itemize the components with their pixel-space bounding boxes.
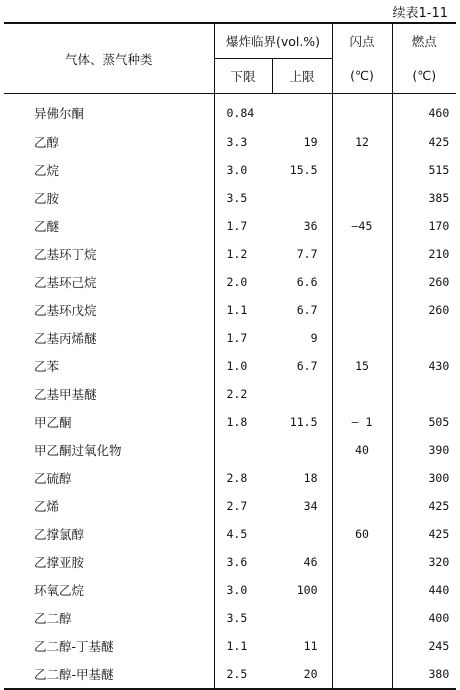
lower-limit: 4.5 [214, 520, 272, 548]
header-flash-point: 闪点 [332, 23, 392, 59]
substance-name: 乙硫醇 [34, 471, 72, 486]
upper-limit: 7.7 [296, 247, 318, 261]
substance-name: 乙撑氯醇 [34, 527, 85, 542]
upper-limit: 6.7 [296, 303, 318, 317]
substance-name: 乙基环己烷 [34, 275, 97, 290]
flash-point: 12 [332, 128, 392, 156]
ignition-point: 460 [392, 94, 456, 129]
upper-limit: 36 [303, 219, 318, 233]
ignition-point: 430 [392, 352, 456, 380]
flash-point [332, 94, 392, 129]
table-row [4, 548, 456, 576]
ignition-point: 320 [392, 548, 456, 576]
header-ignition: 燃点 [392, 23, 456, 59]
ignition-point: 260 [392, 268, 456, 296]
table-row [4, 240, 456, 268]
lower-limit: 2.0 [214, 268, 272, 296]
table-row [4, 604, 456, 632]
ignition-point: 400 [392, 604, 456, 632]
upper-limit: 6.7 [296, 359, 318, 373]
header-upper: 上限 [272, 59, 332, 94]
lower-limit: 3.5 [214, 604, 272, 632]
flash-point [332, 296, 392, 324]
ignition-point: 260 [392, 296, 456, 324]
substance-name: 乙二醇 [34, 611, 72, 626]
table-row [4, 268, 456, 296]
upper-limit: 34 [303, 499, 318, 513]
table-row [4, 408, 456, 436]
substance-name: 乙撑亚胺 [34, 555, 85, 570]
upper-limit: 18 [303, 471, 318, 485]
ignition-point: 380 [392, 660, 456, 689]
substance-name: 环氧乙烷 [34, 583, 85, 598]
header-substance: 气体、蒸气种类 [4, 23, 214, 94]
lower-limit: 1.2 [214, 240, 272, 268]
table-body [4, 94, 456, 690]
lower-limit: 2.7 [214, 492, 272, 520]
upper-limit: 11.5 [289, 415, 318, 429]
table-row [4, 156, 456, 184]
substance-name: 乙二醇-丁基醚 [34, 639, 114, 654]
upper-limit: 100 [296, 583, 318, 597]
ignition-point [392, 324, 456, 352]
flash-point: — 1 [332, 408, 392, 436]
lower-limit [214, 436, 272, 464]
upper-limit: 15.5 [289, 163, 318, 177]
lower-limit: 3.0 [214, 156, 272, 184]
table-row [4, 464, 456, 492]
substance-name: 乙基丙烯醚 [34, 331, 97, 346]
table-row [4, 520, 456, 548]
flash-point [332, 324, 392, 352]
substance-name: 甲乙酮过氧化物 [34, 443, 122, 458]
table-row [4, 352, 456, 380]
ignition-point: 390 [392, 436, 456, 464]
ignition-point: 440 [392, 576, 456, 604]
substance-name: 乙基甲基醚 [34, 387, 97, 402]
table-row [4, 632, 456, 660]
flash-point [332, 548, 392, 576]
flash-point [332, 576, 392, 604]
table-header [4, 23, 456, 94]
lower-limit: 2.8 [214, 464, 272, 492]
flash-point [332, 492, 392, 520]
flash-point [332, 156, 392, 184]
header-ignition-unit: (℃) [392, 59, 456, 94]
lower-limit: 1.0 [214, 352, 272, 380]
upper-limit: 20 [272, 660, 332, 689]
substance-name: 异佛尔酮 [34, 106, 85, 121]
table-row [4, 94, 456, 129]
ignition-point: 425 [392, 492, 456, 520]
table-row [4, 296, 456, 324]
header-flash-unit: (℃) [332, 59, 392, 94]
ignition-point: 210 [392, 240, 456, 268]
substance-name: 甲乙酮 [34, 415, 72, 430]
table-row [4, 324, 456, 352]
ignition-point: 425 [392, 520, 456, 548]
substance-name: 乙醚 [34, 219, 60, 234]
ignition-point: 515 [392, 156, 456, 184]
header-lower: 下限 [214, 59, 272, 94]
flash-point [332, 464, 392, 492]
upper-limit [272, 94, 332, 129]
flash-point [332, 660, 392, 689]
ignition-point: 505 [392, 408, 456, 436]
ignition-point [392, 380, 456, 408]
table-row [4, 492, 456, 520]
lower-limit: 1.1 [214, 632, 272, 660]
table-row [4, 380, 456, 408]
table-row [4, 576, 456, 604]
upper-limit: 11 [303, 639, 318, 653]
upper-limit [272, 436, 332, 464]
ignition-point: 170 [392, 212, 456, 240]
lower-limit: 3.3 [214, 128, 272, 156]
flash-point: 60 [332, 520, 392, 548]
lower-limit: 0.84 [214, 94, 272, 129]
lower-limit: 1.1 [214, 296, 272, 324]
flash-point: 15 [332, 352, 392, 380]
lower-limit: 2.5 [214, 660, 272, 689]
substance-name: 乙烷 [34, 163, 60, 178]
flash-point [332, 240, 392, 268]
flash-point [332, 268, 392, 296]
lower-limit: 3.0 [214, 576, 272, 604]
upper-limit: 6.6 [296, 275, 318, 289]
table-row [4, 660, 456, 689]
lower-limit: 1.7 [214, 212, 272, 240]
lower-limit: 1.7 [214, 324, 272, 352]
flash-point: —45 [332, 212, 392, 240]
flash-point: 40 [332, 436, 392, 464]
upper-limit: 9 [310, 331, 318, 345]
upper-limit [272, 184, 332, 212]
header-explosion-limit: 爆炸临界(vol.%) [214, 23, 332, 59]
substance-name: 乙烯 [34, 499, 60, 514]
substance-name: 乙胺 [34, 191, 60, 206]
lower-limit: 1.8 [214, 408, 272, 436]
table-row [4, 436, 456, 464]
substance-name: 乙醇 [34, 135, 60, 150]
substance-name: 乙二醇-甲基醚 [4, 660, 214, 689]
upper-limit [272, 520, 332, 548]
upper-limit [272, 604, 332, 632]
lower-limit: 3.5 [214, 184, 272, 212]
table-row [4, 128, 456, 156]
upper-limit: 46 [303, 555, 318, 569]
flash-point [332, 184, 392, 212]
substance-name: 乙基环丁烷 [34, 247, 97, 262]
ignition-point: 300 [392, 464, 456, 492]
flash-point [332, 604, 392, 632]
substance-name: 乙苯 [34, 359, 60, 374]
substance-name: 乙基环戊烷 [34, 303, 97, 318]
ignition-point: 245 [392, 632, 456, 660]
table-row [4, 184, 456, 212]
ignition-point: 385 [392, 184, 456, 212]
upper-limit: 19 [303, 135, 318, 149]
flash-point [332, 380, 392, 408]
flash-point [332, 632, 392, 660]
lower-limit: 2.2 [214, 380, 272, 408]
table-row [4, 212, 456, 240]
ignition-point: 425 [392, 128, 456, 156]
table-caption: 续表1-11 [392, 6, 448, 21]
flammability-table [4, 22, 456, 690]
upper-limit [272, 380, 332, 408]
lower-limit: 3.6 [214, 548, 272, 576]
